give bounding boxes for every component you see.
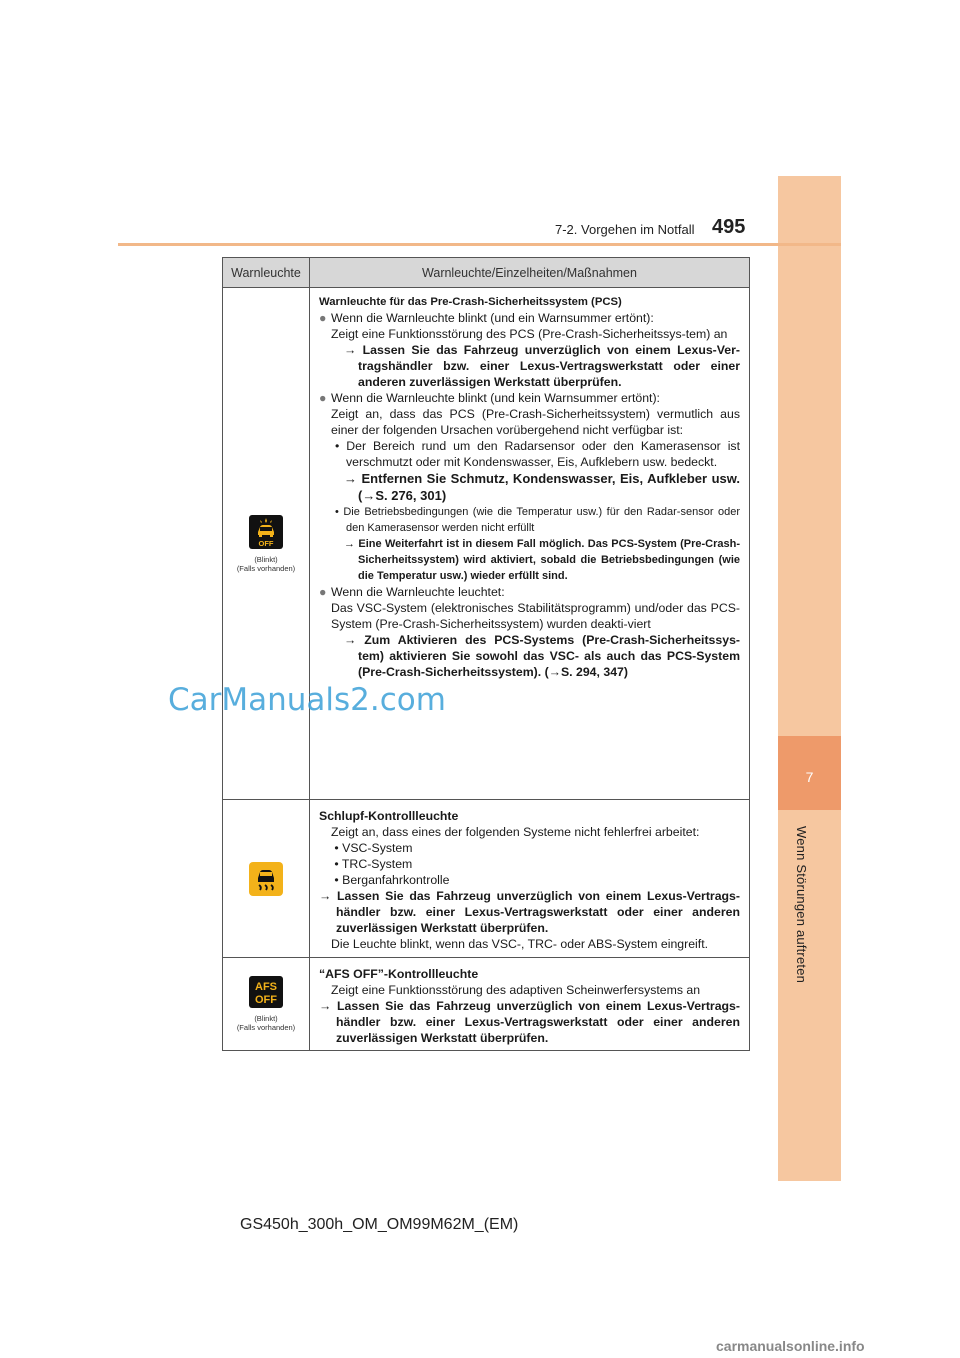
bullet-item: [319, 390, 740, 406]
action-text: [319, 632, 740, 680]
list-item: • VSC-System: [331, 841, 413, 855]
header-col-warnleuchte: Warnleuchte: [223, 258, 310, 287]
action-text: [319, 888, 740, 936]
caption-if-equipped: (Falls vorhanden): [236, 1023, 296, 1032]
header-col-details: Warnleuchte/Einzelheiten/Maßnahmen: [422, 265, 637, 280]
bullet-dot-icon: ●: [319, 585, 327, 599]
list-item-text: VSC-System: [342, 841, 413, 855]
action-text: [319, 470, 740, 504]
sub-bullet-icon: •: [335, 439, 347, 453]
afs-off-icon: [249, 976, 283, 1008]
pcs-off-icon: [249, 515, 283, 549]
action-body: Entfernen Sie Schmutz, Kondenswasser, Eis, Aufkleber usw. (→S. 276, 301): [358, 471, 740, 503]
list-item-text: TRC-System: [341, 857, 413, 871]
details-cell: [310, 800, 749, 957]
details-cell: [310, 958, 749, 1050]
arrow-icon: →: [344, 471, 362, 486]
chapter-title: Wenn Störungen auftreten: [794, 826, 809, 984]
sub-item: [319, 504, 740, 536]
action-text: [319, 536, 740, 584]
action-text: [319, 342, 740, 390]
row-text: Zeigt an, dass eines der folgenden Systeme nicht fehlerfrei arbeitet:: [331, 825, 700, 839]
action-body: Lassen Sie das Fahrzeug unverzüglich von einem Lexus-Vertrags-händler bzw. einer Lexus-Vertragswerkstatt oder einer anderen zuverlässigen Werkstatt überprüfen.: [336, 999, 740, 1045]
table-row: [223, 958, 749, 1050]
afs-icon-graphic: [249, 976, 283, 1008]
bullet-item: [319, 584, 740, 600]
details-cell: [310, 288, 749, 799]
row-title: Warnleuchte für das Pre-Crash-Sicherheitssystem (PCS): [319, 296, 622, 308]
pcs-off-icon-graphic: [249, 515, 283, 549]
list-item: • TRC-System: [331, 857, 413, 871]
bullet-text: Wenn die Warnleuchte leuchtet:: [331, 585, 505, 599]
chapter-side-tab: [778, 176, 841, 1181]
caption-blinks: (Blinkt): [254, 554, 278, 564]
chapter-number: 7: [805, 769, 814, 785]
icon-cell: [223, 800, 310, 957]
icon-cell: [223, 958, 310, 1050]
sub-bullet-icon: •: [335, 506, 344, 518]
table-header: [223, 258, 749, 288]
arrow-icon: →: [319, 999, 338, 1013]
row-text: Zeigt eine Funktionsstörung des adaptiven Scheinwerfersystems an: [331, 983, 701, 997]
bullet-dot-icon: ●: [319, 391, 327, 405]
row-title: Schlupf-Kontrollleuchte: [319, 809, 459, 823]
caption-if-equipped: (Falls vorhanden): [236, 563, 296, 573]
warning-lights-table: [222, 257, 750, 1051]
bullet-dot-icon: ●: [319, 311, 327, 325]
sub-item: [319, 438, 740, 470]
list-item-text: Berganfahrkontrolle: [342, 873, 450, 887]
bullet-text: Wenn die Warnleuchte blinkt (und kein Warnsummer ertönt):: [331, 391, 660, 405]
carmanuals-watermark: CarManuals2.com: [168, 682, 446, 718]
sub-item-text: Der Bereich rund um den Radarsensor oder den Kamerasensor ist verschmutzt oder mit Kondenswasser, Eis, Aufklebern usw. bedeckt.: [346, 439, 740, 469]
caption-blinks: (Blinkt): [254, 1014, 278, 1023]
table-row: [223, 800, 749, 958]
afs-icon-text: AFS: [255, 981, 277, 993]
footer-model-code: GS450h_300h_OM_OM99M62M_(EM): [240, 1216, 519, 1233]
afs-icon-off-text: OFF: [255, 994, 277, 1006]
system-list: [319, 840, 740, 888]
pcs-icon-text: OFF: [258, 538, 274, 548]
bullet-detail: Das VSC-System (elektronisches Stabilitätsprogramm) und/oder das PCS-System (Pre-Crash-Sicherheitssystem) wurden deakti-viert: [331, 601, 740, 631]
arrow-icon: →: [319, 889, 338, 903]
sub-item-text: Die Betriebsbedingungen (wie die Temperatur usw.) für den Radar-sensor oder den Kamerasensor werden nicht erfüllt: [343, 506, 740, 534]
slip-icon-graphic: [249, 862, 283, 896]
action-body: Zum Aktivieren des PCS-Systems (Pre-Crash-Sicherheitssys-tem) aktivieren Sie sowohl das VSC- als auch das PCS-System (Pre-Crash-Sicherheitssystem). (→S. 294, 347): [358, 633, 741, 679]
table-row: [223, 288, 749, 800]
icon-caption: [237, 1014, 295, 1032]
icon-caption: [237, 555, 295, 573]
bullet-item: [319, 310, 740, 326]
arrow-icon: →: [344, 633, 365, 647]
action-body: Eine Weiterfahrt ist in diesem Fall möglich. Das PCS-System (Pre-Crash-Sicherheitssystem) wird aktiviert, sobald die Betriebsbedingungen (wie die Temperatur usw.) wieder erfüllt sind.: [358, 538, 740, 582]
row-note: Die Leuchte blinkt, wenn das VSC-, TRC- oder ABS-System eingreift.: [331, 937, 709, 951]
action-text: [319, 998, 740, 1046]
bullet-detail: Zeigt eine Funktionsstörung des PCS (Pre-Crash-Sicherheitssys-tem) an: [331, 327, 728, 341]
page-number: 495: [712, 216, 746, 238]
side-tab-top: [778, 176, 841, 810]
slip-indicator-icon: [249, 862, 283, 896]
row-title: “AFS OFF”-Kontrollleuchte: [319, 967, 479, 981]
arrow-icon: →: [344, 343, 363, 357]
icon-cell: [223, 288, 310, 799]
list-item: • Berganfahrkontrolle: [331, 873, 450, 887]
action-body: Lassen Sie das Fahrzeug unverzüglich von einem Lexus-Vertrags-händler bzw. einer Lexus-Vertragswerkstatt oder einer anderen zuverlässigen Werkstatt überprüfen.: [336, 889, 740, 935]
action-body: Lassen Sie das Fahrzeug unverzüglich von einem Lexus-Ver-tragshändler bzw. einer Lexus-Vertragswerkstatt oder einer anderen zuverlässigen Werkstatt überprüfen.: [358, 343, 741, 389]
section-title: 7-2. Vorgehen im Notfall: [555, 222, 695, 237]
bullet-text: Wenn die Warnleuchte blinkt (und ein Warnsummer ertönt):: [331, 311, 654, 325]
site-watermark: carmanualsonline.info: [716, 1338, 865, 1354]
header-rule: [118, 243, 841, 246]
bullet-detail: Zeigt an, dass das PCS (Pre-Crash-Sicherheitssystem) vermutlich aus einer der folgenden Ursachen vorübergehend nicht verfügbar ist:: [331, 407, 740, 437]
arrow-icon: →: [344, 538, 359, 550]
